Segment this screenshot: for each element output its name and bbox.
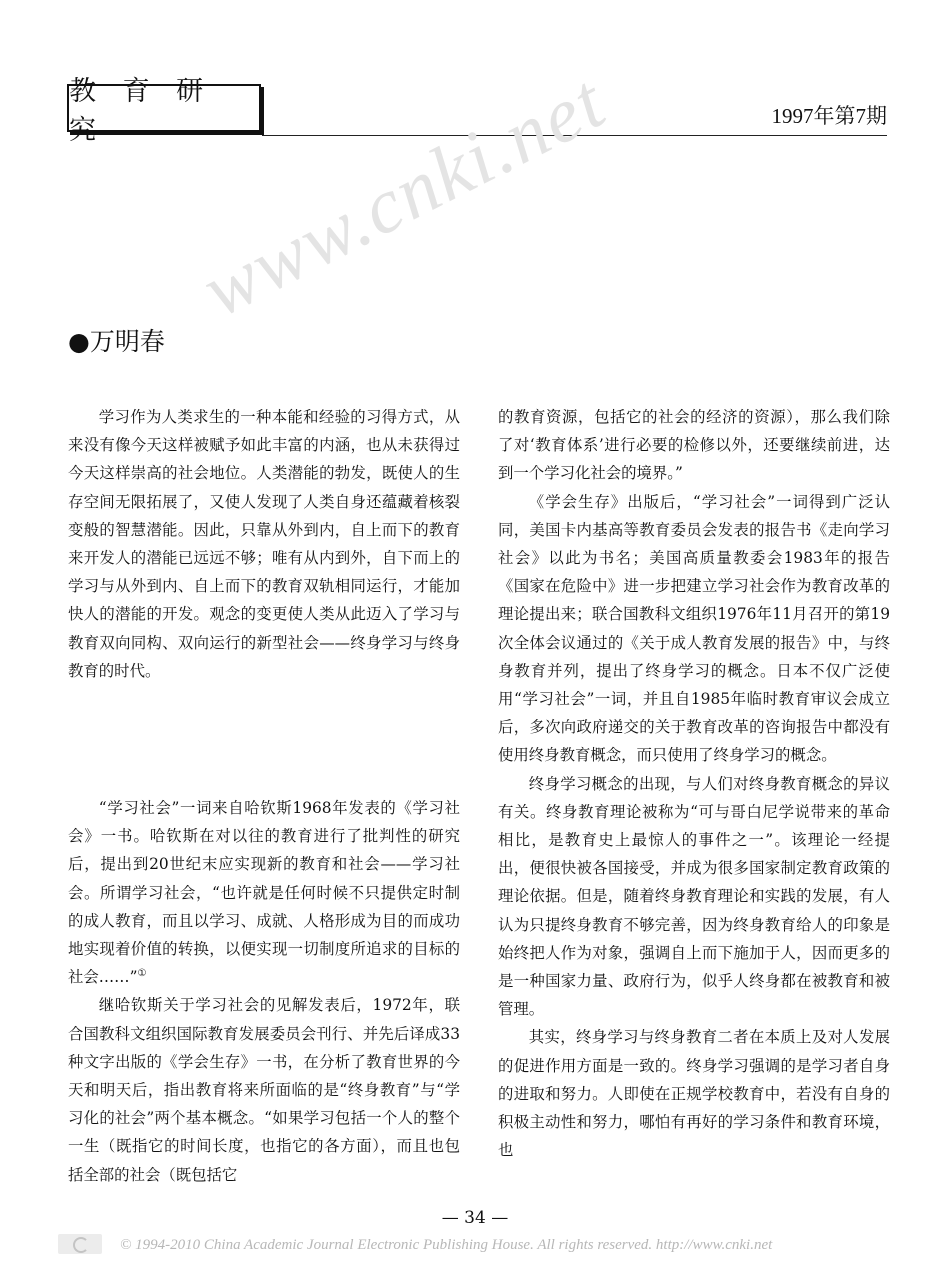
footnote-marker: ① bbox=[137, 968, 147, 980]
paragraph: 终身学习概念的出现，与人们对终身教育概念的异议有关。终身教育理论被称为“可与哥白尼学说带来的革命相比，是教育史上最惊人的事件之一”。该理论一经提出，便很快被各国接受，并成为很多国家制定教育政策的理论依据。但是，随着终身教育理论和实践的发展，有人认为只提终身教育不够完善，因为终身教育给人的印象是始终把人作为对象，强调自上而下施加于人，因而更多的是一种国家力量、政府行为，似乎人终身都在被教育和被管理。 bbox=[498, 774, 890, 1019]
copyright-notice: © 1994-2010 China Academic Journal Electronic Publishing House. All rights reserved. http://www.cnki.net bbox=[120, 1237, 773, 1253]
paragraph-text: “学习社会”一词来自哈钦斯1968年发表的《学习社会》一书。哈钦斯在对以往的教育进行了批判性的研究后，提出到20世纪末应实现新的教育和社会——学习社会。所谓学习社会，“也许就是任何时候不只提供定时制的成人教育，而且以学习、成就、人格形成为目的而成功地实现着价值的转换，以便实现一切制度所追求的目标的社会……” bbox=[68, 799, 460, 987]
issue-label: 1997年第7期 bbox=[771, 104, 887, 128]
paragraph: 学习作为人类求生的一种本能和经验的习得方式，从来没有像今天这样被赋予如此丰富的内涵，也从未获得过今天这样崇高的社会地位。人类潜能的勃发，既使人的生存空间无限拓展了，又使人发现了人类自身还蕴藏着核裂变般的智慧潜能。因此，只靠从外到内，自上而下的教育来开发人的潜能已远远不够；唯有从内到外，自下而上的学习与从外到内、自上而下的教育双轨相同运行，才能加快人的潜能的开发。观念的变更使人类从此迈入了学习与教育双向同构、双向运行的新型社会——终身学习与终身教育的时代。 bbox=[68, 408, 460, 680]
page-number: — 34 — bbox=[441, 1208, 509, 1228]
left-column-main bbox=[68, 794, 460, 1189]
paragraph: 继哈钦斯关于学习社会的见解发表后，1972年，联合国教科文组织国际教育发展委员会刊行、并先后译成33种文字出版的《学会生存》一书，在分析了教育世界的今天和明天后，指出教育将来所面临的是“终身教育”与“学习化的社会”两个基本概念。“如果学习包括一个人的整个一生（既指它的时间长度，也指它的各方面），而且也包括全部的社会（既包括它 bbox=[68, 996, 460, 1184]
paragraph: 其实，终身学习与终身教育二者在本质上及对人发展的促进作用方面是一致的。终身学习强调的是学习者自身的进取和努力。人即使在正规学校教育中，若没有自身的积极主动性和努力，哪怕有再好的学习条件和教育环境，也 bbox=[498, 1028, 890, 1160]
paragraph: 《学会生存》出版后，“学习社会”一词得到广泛认同，美国卡内基高等教育委员会发表的报告书《走向学习社会》以此为书名；美国高质量教委会1983年的报告《国家在危险中》进一步把建立学习社会作为教育改革的理论提出来；联合国教科文组织1976年11月召开的第19次全体会议通过的《关于成人教育发展的报告》中，与终身教育并列，提出了终身学习的概念。日本不仅广泛使用“学习社会”一词，并且自1985年临时教育审议会成立后，多次向政府递交的关于教育改革的咨询报告中都没有使用终身教育概念，而只使用了终身学习的概念。 bbox=[498, 492, 890, 765]
left-column-intro bbox=[68, 403, 460, 685]
journal-title-box bbox=[67, 76, 261, 146]
watermark: www.cnki.net bbox=[188, 56, 619, 334]
paragraph bbox=[68, 794, 460, 991]
author-name: ●万明春 bbox=[68, 327, 165, 356]
right-column bbox=[498, 403, 890, 1164]
paragraph: 的教育资源，包括它的社会的经济的资源），那么我们除了对‘教育体系’进行必要的检修以外，还要继续前进，达到一个学习化社会的境界。” bbox=[498, 408, 890, 483]
journal-title: 教 育 研 究 bbox=[69, 76, 213, 146]
cnki-logo-icon bbox=[58, 1234, 102, 1254]
